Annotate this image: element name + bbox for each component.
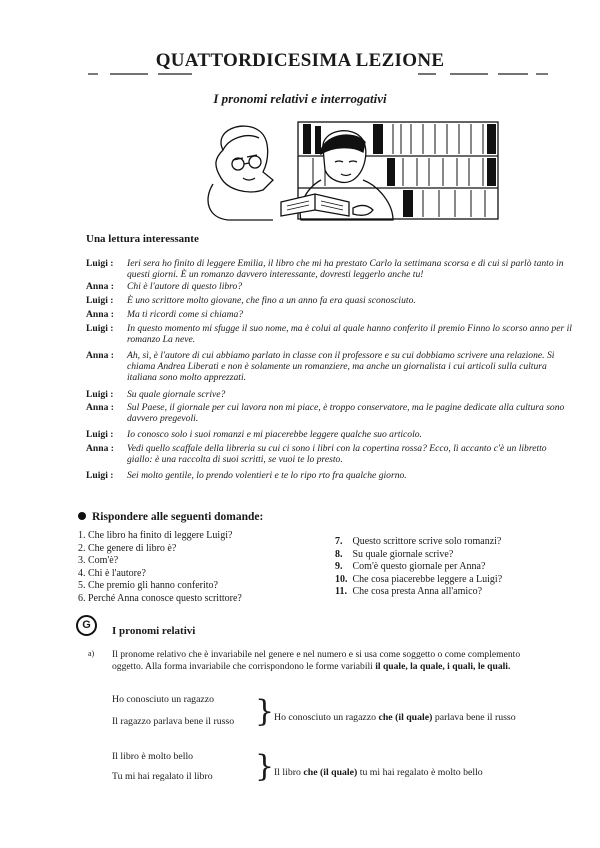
question-number: 7.: [335, 536, 343, 547]
question-item: 3. Com'è?: [78, 555, 119, 567]
lesson-subtitle: I pronomi relativi e interrogativi: [213, 91, 387, 106]
relative-pronoun: che (il quale): [303, 767, 358, 778]
speech: Ieri sera ho finito di leggere Emilia, il libro che mi ha prestato Carlo la settimana scorsa e di cui si parlò tanto in questi giorni. È un romanzo davvero interessante, dovresti leggerlo anche tu!: [127, 258, 564, 280]
speech: Chi è l'autore di questo libro?: [127, 281, 243, 292]
speech: Io conosco solo i suoi romanzi e mi piacerebbe leggere qualche suo articolo.: [127, 429, 422, 440]
brace-icon: }: [255, 694, 275, 729]
question-item: [335, 586, 575, 599]
questions-title: [78, 511, 263, 523]
question-text: Su quale giornale scrive?: [352, 548, 454, 560]
grammar-paragraph: [112, 649, 542, 673]
brace-icon: }: [255, 749, 275, 784]
question-item: 5. Che premio gli hanno conferito?: [78, 580, 218, 592]
speaker: Luigi :: [86, 389, 114, 400]
speaker: Luigi :: [86, 323, 114, 334]
speaker: Anna :: [86, 309, 114, 320]
speaker: Anna :: [86, 350, 114, 361]
speaker: Anna :: [86, 443, 114, 454]
speaker: Luigi :: [86, 429, 114, 440]
question-number: 11.: [335, 586, 347, 598]
question-item: 1. Che libro ha finito di leggere Luigi?: [78, 530, 233, 541]
question-number: 9.: [335, 561, 343, 573]
speech: Sei molto gentile, lo prendo volentieri e te lo ripo rto fra qualche giorno.: [127, 470, 407, 481]
bullet-icon: [78, 512, 86, 520]
lesson-title: QUATTORDICESIMA LEZIONE: [155, 50, 445, 71]
example-sentence: Tu mi hai regalato il libro: [112, 771, 213, 782]
questions-left: [78, 530, 318, 606]
speech: Sul Paese, il giornale per cui lavora non mi piace, è troppo conservatore, ma le pagine dedicate alla cultura sono davvero pregevoli.: [127, 402, 565, 424]
speech: È uno scrittore molto giovane, che fino a un anno fa era quasi sconosciuto.: [127, 295, 416, 306]
question-item: 4. Chi è l'autore?: [78, 567, 146, 579]
example-result: Ho conosciuto un ragazzo che (il quale) parlava bene il russo: [274, 712, 516, 723]
speaker: Anna :: [86, 402, 114, 413]
title-dashes: [88, 70, 548, 76]
reading-title: Una lettura interessante: [86, 233, 199, 245]
question-number: 10.: [335, 573, 348, 585]
speech: Ma ti ricordi come si chiama?: [127, 309, 244, 320]
speech: In questo momento mi sfugge il suo nome, ma è colui al quale hanno conferito il premio Finno lo scorso anno per il romanzo La neve.: [127, 323, 572, 345]
speech: Su quale giornale scrive?: [127, 389, 226, 400]
speaker: Luigi :: [86, 258, 114, 269]
question-item: [335, 549, 575, 562]
question-number: 8.: [335, 548, 343, 560]
variable-forms: il quale, la quale, i quali, le quali.: [375, 661, 511, 672]
paragraph-line: Il pronome relativo che è invariabile nel genere e nel numero e si usa come soggetto o come complemento: [112, 649, 521, 660]
speaker: Anna :: [86, 281, 114, 292]
reading-illustration: [203, 120, 501, 222]
speech: Ah, sì, è l'autore di cui abbiamo parlato in classe con il professore e su cui dobbiamo scrivere una relazione. Si chiama Andrea Liberati e non è solamente un romanziere, ma anche un giornalista i cui articoli sulla cultura italiana sono molto apprezzati.: [127, 350, 555, 383]
grammar-badge: G: [76, 615, 97, 636]
question-item: 6. Perché Anna conosce questo scrittore?: [78, 592, 242, 604]
example-sentence: Il libro è molto bello: [112, 751, 194, 762]
paragraph-line: oggetto. Alla forma invariabile che corrispondono le forme variabili il quale, la quale, i quali, le quali.: [112, 661, 511, 672]
speech: Vedi quello scaffale della libreria su cui ci sono i libri con la copertina rossa? Ecco, lì accanto c'è un libretto giallo: è una raccolta di suoi scritti, se vuoi te lo presto.: [127, 443, 547, 465]
question-item: [335, 574, 575, 587]
question-item: [335, 561, 575, 574]
grammar-title: I pronomi relativi: [112, 625, 196, 637]
question-text: Che cosa piacerebbe leggere a Luigi?: [352, 573, 503, 585]
paragraph-marker: a): [88, 649, 95, 658]
speaker: Luigi :: [86, 470, 114, 481]
question-text: Questo scrittore scrive solo romanzi?: [352, 536, 502, 547]
example-sentence: Ho conosciuto un ragazzo: [112, 694, 215, 705]
questions-title-text: Rispondere alle seguenti domande:: [92, 511, 264, 523]
speaker: Luigi :: [86, 295, 114, 306]
question-item: 2. Che genere di libro è?: [78, 542, 177, 554]
relative-pronoun: che (il quale): [378, 712, 433, 723]
questions-right: [335, 536, 575, 599]
example-result: Il libro che (il quale) tu mi hai regalato è molto bello: [274, 767, 483, 778]
example-sentence: Il ragazzo parlava bene il russo: [112, 716, 235, 727]
question-item: [335, 536, 575, 549]
question-text: Che cosa presta Anna all'amico?: [352, 586, 483, 598]
question-text: Com'è questo giornale per Anna?: [352, 561, 486, 573]
